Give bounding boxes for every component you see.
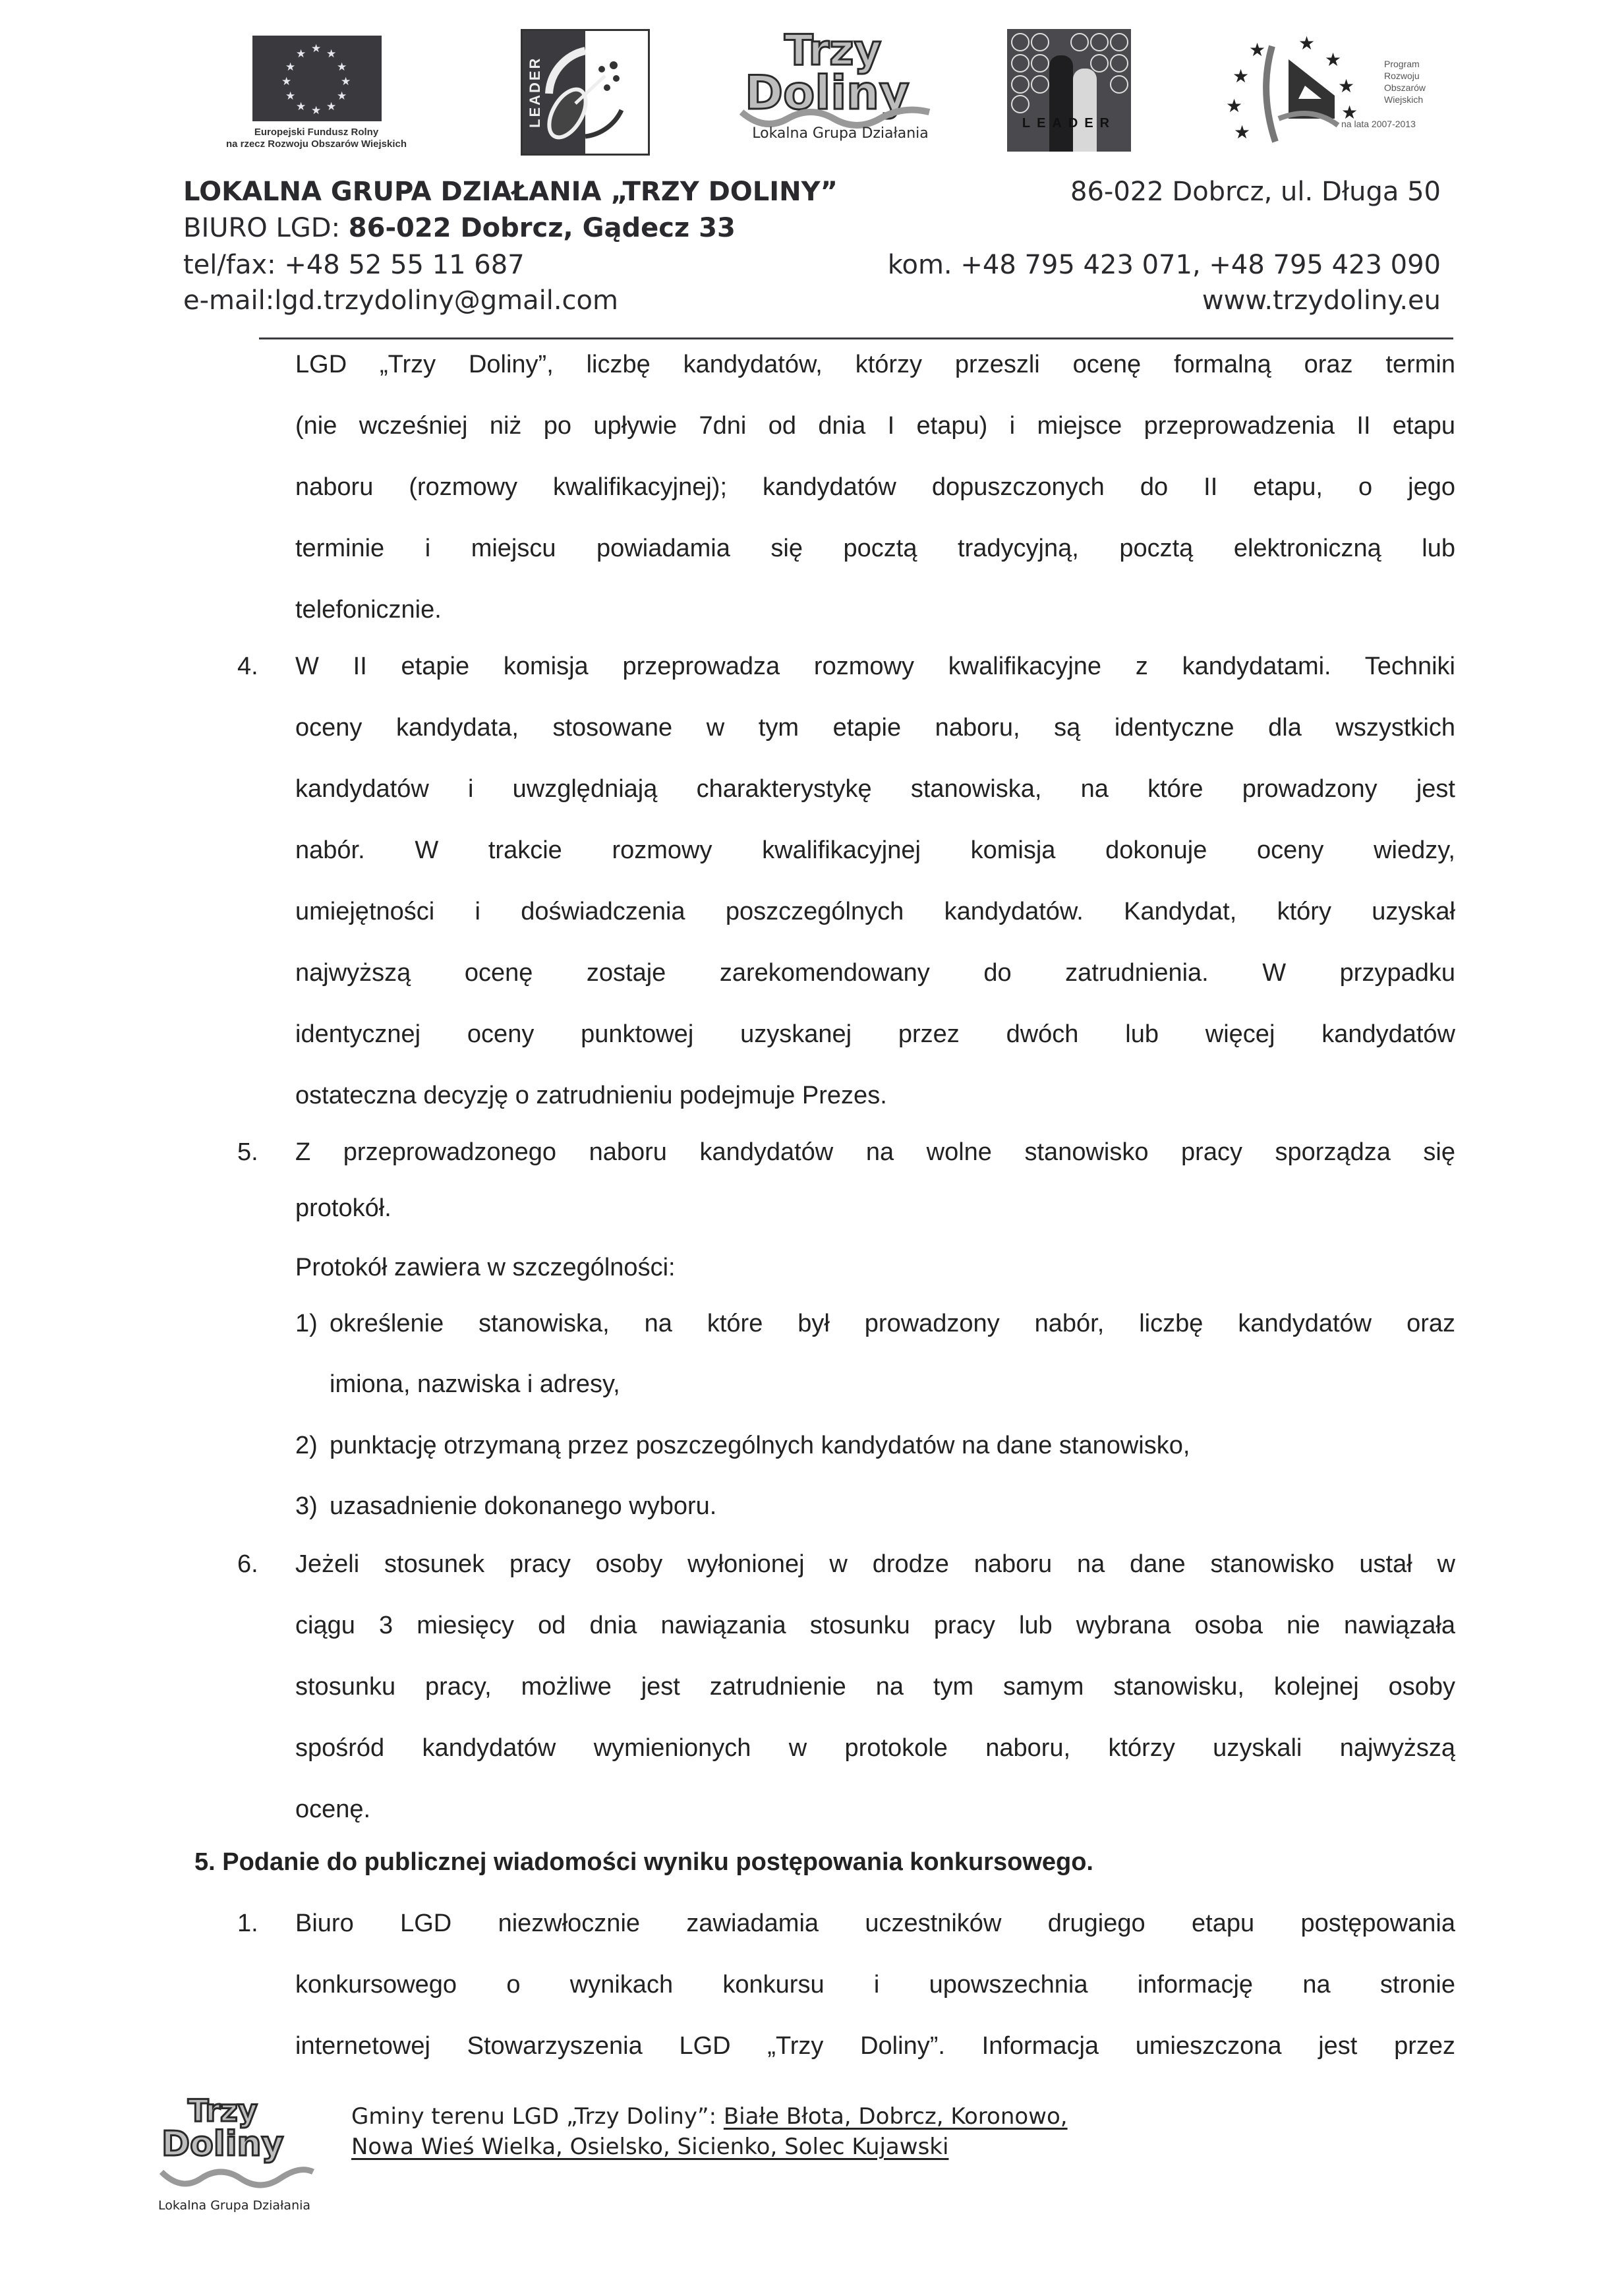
star-icon: ★ [326, 100, 337, 113]
circle-icon [1011, 33, 1030, 51]
website-link[interactable]: www.trzydoliny.eu [1202, 285, 1441, 316]
text-line: spośród kandydatów wymienionych w protokole naboru, którzy uzyskali najwyższą [295, 1734, 1455, 1762]
eu-flag-logo [252, 36, 382, 121]
prow-caption [1384, 58, 1426, 105]
text-line: ocenę. [295, 1796, 371, 1823]
text-line: nabór. W trakcie rozmowy kwalifikacyjnej komisja dokonuje oceny wiedzy, [295, 836, 1455, 864]
text-line: (nie wcześniej niż po upływie 7dni od dnia I etapu) i miejsce przeprowadzenia II etapu [295, 412, 1455, 440]
sublist-number: 1) [295, 1310, 318, 1337]
text-line: W II etapie komisja przeprowadza rozmowy kwalifikacyjne z kandydatami. Techniki [295, 653, 1455, 680]
text-line: internetowej Stowarzyszenia LGD „Trzy Doliny”. Informacja umieszczona jest przez [295, 2032, 1455, 2060]
svg-text:★: ★ [1298, 32, 1316, 54]
person-silhouette-dark [1049, 55, 1073, 152]
protocol-intro: Protokół zawiera w szczególności: [295, 1254, 676, 1281]
svg-text:★: ★ [1234, 121, 1251, 143]
circle-icon [1011, 54, 1030, 73]
star-icon: ★ [326, 47, 337, 61]
text-line: identycznej oceny punktowej uzyskanej przez dwóch lub więcej kandydatów [295, 1020, 1455, 1048]
circle-icon [1110, 33, 1128, 51]
text-line: określenie stanowiska, na które był prowadzony nabór, liczbę kandydatów oraz [330, 1310, 1455, 1337]
star-icon: ★ [285, 90, 296, 103]
circle-icon [1070, 33, 1089, 51]
office-address-value: 86-022 Dobrcz, Gądecz 33 [348, 213, 736, 243]
circle-icon [1011, 95, 1030, 113]
svg-text:★: ★ [1325, 49, 1342, 71]
prow-line: Program [1384, 59, 1420, 69]
municipalities-list-line2: Nowa Wieś Wielka, Osielsko, Sicienko, Solec Kujawski [351, 2134, 949, 2160]
text-line: punktację otrzymaną przez poszczególnych kandydatów na dane stanowisko, [330, 1432, 1190, 1459]
sublist-number: 2) [295, 1432, 318, 1459]
svg-text:★: ★ [1249, 39, 1266, 61]
circle-icon [1031, 54, 1049, 73]
municipalities-label: Gminy terenu LGD „Trzy Doliny”: [351, 2103, 724, 2130]
circle-icon [1031, 75, 1049, 94]
circle-icon [1031, 33, 1049, 51]
mobile-phones: kom. +48 795 423 071, +48 795 423 090 [887, 250, 1441, 280]
circle-icon [1090, 33, 1109, 51]
star-icon: ★ [341, 75, 351, 88]
list-number: 5. [237, 1138, 258, 1166]
office-label: BIURO LGD: [183, 213, 349, 243]
leader-vertical-text: LEADER [527, 56, 543, 129]
star-icon: ★ [337, 90, 347, 103]
circle-icon [1110, 75, 1128, 94]
logo-word-doliny: Doliny [745, 66, 910, 120]
text-line: Jeżeli stosunek pracy osoby wyłonionej w drodze naboru na dane stanowisko ustał w [295, 1550, 1455, 1578]
svg-text:★: ★ [1338, 75, 1355, 97]
leaf-sprout-icon [523, 31, 648, 154]
footer-municipalities-2 [351, 2133, 948, 2161]
municipalities-list-line1: Białe Błota, Dobrcz, Koronowo, [723, 2103, 1068, 2130]
prow-line: Wiejskich [1384, 94, 1424, 105]
list-number: 1. [237, 1910, 258, 1937]
telfax: tel/fax: +48 52 55 11 687 [183, 250, 525, 280]
person-silhouette-light [1073, 69, 1097, 152]
text-line: Z przeprowadzonego naboru kandydatów na wolne stanowisko pracy sporządza się [295, 1138, 1455, 1166]
footer-trzy-doliny-logo [158, 2093, 356, 2258]
text-line: uzasadnienie dokonanego wyboru. [330, 1492, 717, 1520]
circle-icon [1011, 75, 1030, 94]
circle-icon [1090, 54, 1109, 73]
prow-years: na lata 2007-2013 [1341, 119, 1416, 129]
footer-municipalities [351, 2103, 1068, 2130]
star-icon: ★ [285, 61, 296, 74]
prow-logo [1226, 20, 1503, 145]
leader-leaf-logo [521, 29, 650, 156]
star-icon: ★ [296, 100, 306, 113]
organization-title: LOKALNA GRUPA DZIAŁANIA „TRZY DOLINY” [183, 177, 838, 207]
text-line: ciągu 3 miesięcy od dnia nawiązania stosunku pracy lub wybrana osoba nie nawiązała [295, 1612, 1455, 1639]
svg-text:★: ★ [1232, 65, 1250, 87]
star-icon: ★ [296, 47, 306, 61]
section-heading: 5. Podanie do publicznej wiadomości wyniku postępowania konkursowego. [194, 1848, 1093, 1876]
text-line: protokół. [295, 1194, 392, 1222]
star-icon: ★ [311, 42, 322, 55]
text-line: imiona, nazwiska i adresy, [330, 1370, 620, 1398]
star-icon: ★ [311, 104, 322, 117]
text-line: ostateczna decyzję o zatrudnieniu podejmuje Prezes. [295, 1082, 887, 1109]
logo-word-trzy: Trzy [188, 2093, 258, 2128]
text-line: terminie i miejscu powiadamia się pocztą tradycyjną, pocztą elektroniczną lub [295, 535, 1455, 562]
leader-grid-text: LEADER [1022, 116, 1116, 131]
office-address [183, 211, 736, 245]
eu-fund-caption-line2: na rzecz Rozwoju Obszarów Wiejskich [225, 138, 407, 150]
text-line: oceny kandydata, stosowane w tym etapie naboru, są identyczne dla wszystkich [295, 714, 1455, 742]
circle-icon [1110, 54, 1128, 73]
text-line: umiejętności i doświadczenia poszczególnych kandydatów. Kandydat, który uzyskał [295, 898, 1455, 925]
email-link[interactable]: e-mail:lgd.trzydoliny@gmail.com [183, 285, 618, 316]
svg-text:★: ★ [1226, 95, 1243, 117]
header-divider [259, 337, 1453, 339]
text-line: Biuro LGD niezwłocznie zawiadamia uczestników drugiego etapu postępowania [295, 1910, 1455, 1937]
text-line: LGD „Trzy Doliny”, liczbę kandydatów, którzy przeszli ocenę formalną oraz termin [295, 351, 1455, 378]
svg-text:★: ★ [1341, 102, 1358, 123]
text-line: telefonicznie. [295, 596, 442, 624]
list-number: 6. [237, 1550, 258, 1578]
eu-fund-caption [188, 127, 445, 150]
leader-grid-logo [1007, 29, 1131, 152]
logo-caption: Lokalna Grupa Działania [158, 2198, 311, 2213]
prow-line: Obszarów [1384, 82, 1426, 93]
text-line: najwyższą ocenę zostaje zarekomendowany do zatrudnienia. W przypadku [295, 959, 1455, 987]
eu-fund-caption-line1: Europejski Fundusz Rolny [254, 127, 379, 138]
list-number: 4. [237, 653, 258, 680]
star-icon: ★ [281, 75, 292, 88]
text-line: naboru (rozmowy kwalifikacyjnej); kandydatów dopuszczonych do II etapu, o jego [295, 473, 1455, 501]
logo-word-trzy: Trzy [784, 26, 882, 75]
trzy-doliny-logo [732, 26, 929, 158]
text-line: konkursowego o wynikach konkursu i upowszechnia informację na stronie [295, 1971, 1455, 1999]
text-line: stosunku pracy, możliwe jest zatrudnienie na tym samym stanowisku, kolejnej osoby [295, 1673, 1455, 1701]
logo-caption: Lokalna Grupa Działania [752, 125, 929, 142]
secondary-address: 86-022 Dobrcz, ul. Długa 50 [1070, 177, 1441, 207]
text-line: kandydatów i uwzględniają charakterystykę stanowiska, na które prowadzony jest [295, 775, 1455, 803]
prow-line: Rozwoju [1384, 71, 1420, 81]
logo-word-doliny: Doliny [161, 2124, 284, 2164]
wave-icon [158, 2165, 316, 2192]
star-icon: ★ [337, 61, 347, 74]
sublist-number: 3) [295, 1492, 318, 1520]
